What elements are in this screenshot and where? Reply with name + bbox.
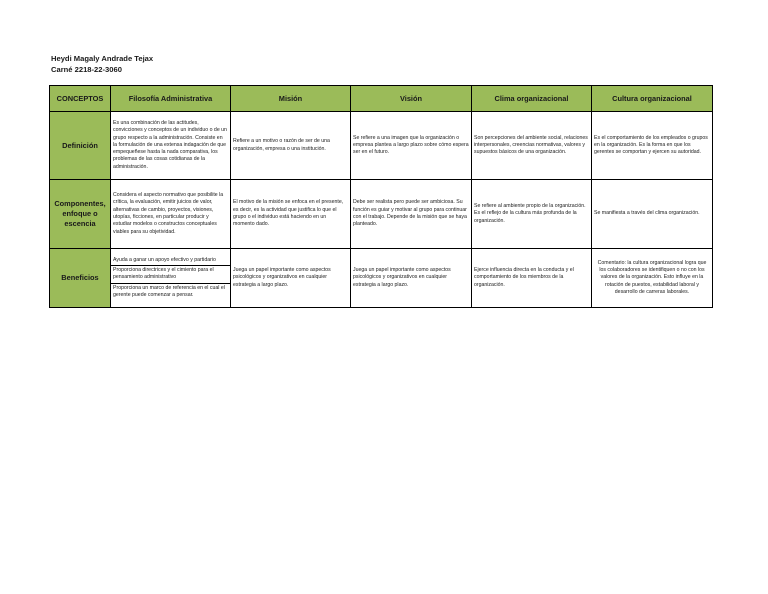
rowhead-beneficios: Beneficios [50, 249, 111, 308]
cell-componentes-filosofia: Considera el aspecto normativo que posibilite la crítica, la evaluación, emitir juicios de valor, alternativas de cambio, proyectos, visiones, utopías, ficciones, en particular producir y estudiar modelos o constructos conceptuales viables para su objetividad. [111, 180, 231, 249]
student-id: Carné 2218-22-3060 [51, 65, 122, 74]
header-conceptos: CONCEPTOS [50, 86, 111, 112]
cell-definicion-filosofia: Es una combinación de las actitudes, convicciones y conceptos de un individuo o de un grupo respecto a la administración. Consiste en la formulación de una extensa indagación de que empequeñese hasta la nada comparativa, los problemas de las cosas cotidianas de la administración. [111, 112, 231, 180]
beneficio-item: Proporciona directrices y el cimiento para el pensamiento administrativo [111, 266, 230, 284]
cell-componentes-mision: El motivo de la misión se enfoca en el presente, es decir, es la actividad que justifica lo que el grupo o el individuo está haciendo en un momento dado. [231, 180, 351, 249]
header-row [50, 86, 713, 112]
beneficio-item: Proporciona un marco de referencia en el cual el gerente puede comenzar a pensar. [113, 284, 225, 298]
header-filosofia: Filosofía Administrativa [111, 86, 231, 112]
cell-definicion-mision: Refiere a un motivo o razón de ser de una organización, empresa o una institución. [231, 112, 351, 180]
cell-componentes-clima: Se refiere al ambiente propio de la organización. Es el reflejo de la cultura más profunda de la organización. [472, 180, 592, 249]
header-mision: Misión [231, 86, 351, 112]
author-name: Heydi Magaly Andrade Tejax [51, 54, 154, 63]
rowhead-componentes: Componentes, enfoque o escencia [50, 180, 111, 249]
header-vision: Visión [351, 86, 472, 112]
cell-beneficios-cultura: Comentario: la cultura organizacional logra que los colaboradores se identifiquen o no con los valores de la organización. Esto influye en la rotación de puestos, estabilidad laboral y desarrollo de carreras laborales. [592, 249, 713, 308]
cell-definicion-vision: Se refiere a una imagen que la organización o empresa plantea a largo plazo sobre cómo espera ser en el futuro. [351, 112, 472, 180]
row-definicion [50, 112, 713, 180]
header-clima: Clima organizacional [472, 86, 592, 112]
header-cultura: Cultura organizacional [592, 86, 713, 112]
concepts-table [49, 85, 713, 308]
cell-beneficios-filosofia [111, 249, 231, 308]
cell-beneficios-clima: Ejerce influencia directa en la conducta y el comportamiento de los miembros de la organización. [472, 249, 592, 308]
row-beneficios [50, 249, 713, 308]
rowhead-definicion: Definición [50, 112, 111, 180]
cell-componentes-vision: Debe ser realista pero puede ser ambiciosa. Su función es guiar y motivar al grupo para continuar con el trabajo. Depende de la misión que se haya planteado. [351, 180, 472, 249]
beneficio-item: Ayuda a ganar un apoyo efectivo y partidario [111, 256, 230, 266]
document-header [51, 53, 153, 75]
cell-definicion-clima: Son percepciones del ambiente social, relaciones interpersonales, creencias normativas, valores y supuestos básicos de una organización. [472, 112, 592, 180]
cell-componentes-cultura: Se manifiesta a través del clima organización. [592, 180, 713, 249]
row-componentes [50, 180, 713, 249]
cell-beneficios-vision: Juega un papel importante como aspectos psicológicos y organizativos en cualquier estrategia a largo plazo. [351, 249, 472, 308]
cell-beneficios-mision: Juega un papel importante como aspectos psicológicos y organizativos en cualquier estrategia a largo plazo. [231, 249, 351, 308]
cell-definicion-cultura: Es el comportamiento de los empleados o grupos en la organización. Es la forma en que los gerentes se comportan y ejercen su autoridad. [592, 112, 713, 180]
